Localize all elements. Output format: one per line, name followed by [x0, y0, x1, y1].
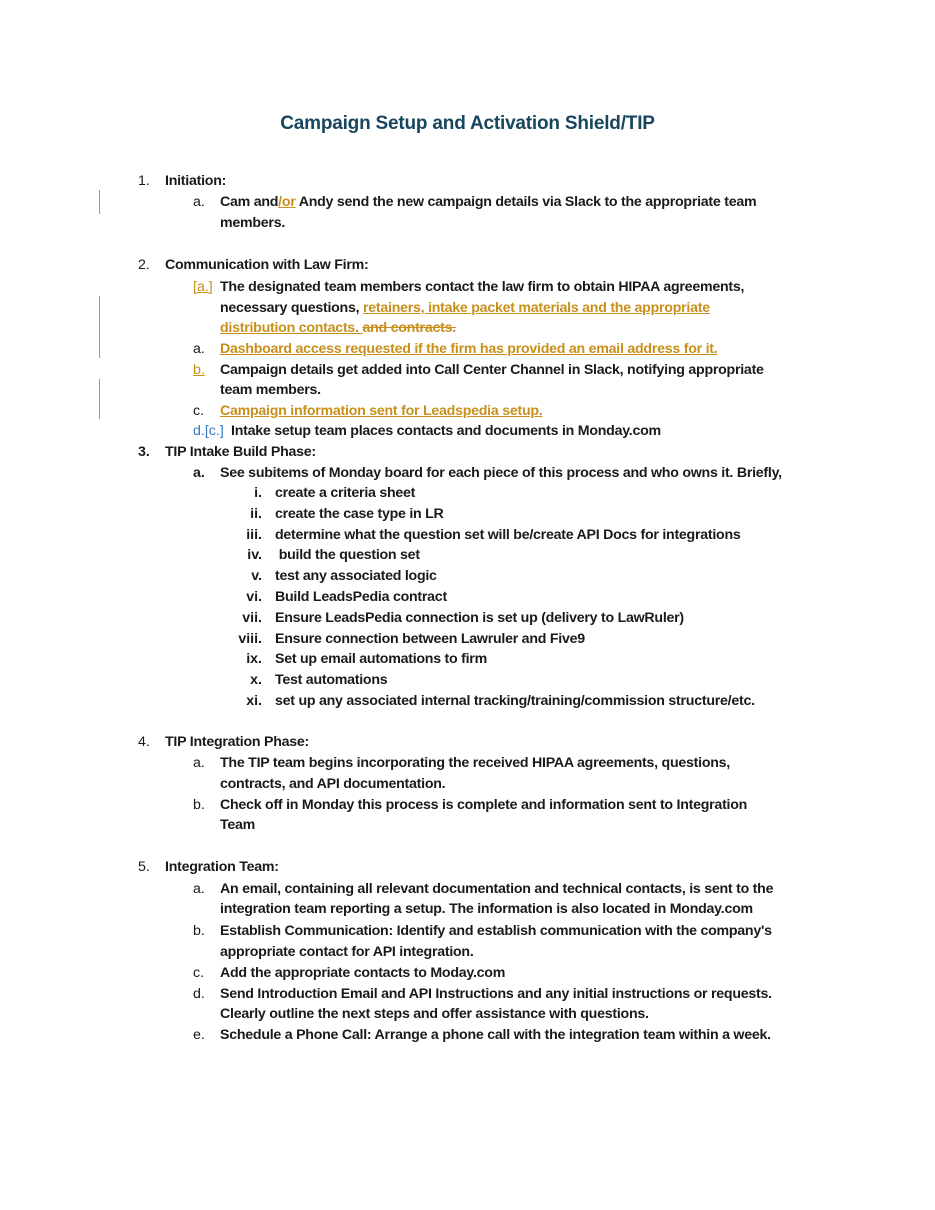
section-heading: TIP Intake Build Phase: [165, 444, 316, 460]
item-continuation: Team [220, 817, 256, 833]
list-item-line [220, 298, 710, 318]
section-number: 4. [138, 734, 150, 750]
change-bar [99, 296, 100, 358]
comment-reference[interactable]: [c.] [204, 423, 224, 439]
item-continuation: appropriate contact for API integration. [220, 944, 474, 960]
subitem-marker: x. [250, 672, 262, 688]
item-marker-tracked: b. [193, 362, 205, 378]
tracked-insertion: Dashboard access requested if the firm has provided an email address for it. [220, 341, 718, 357]
section-heading: Integration Team: [165, 859, 279, 875]
subitem: build the question set [275, 547, 420, 563]
item-marker: e. [193, 1027, 205, 1043]
subitem-marker: ix. [246, 651, 262, 667]
list-item: Establish Communication: Identify and establish communication with the company's [220, 923, 772, 939]
list-item [220, 192, 756, 212]
list-item: The TIP team begins incorporating the received HIPAA agreements, questions, [220, 755, 730, 771]
item-marker: d. [193, 986, 205, 1002]
list-item: An email, containing all relevant documentation and technical contacts, is sent to the [220, 881, 774, 897]
change-bar [99, 190, 100, 214]
tracked-insertion: /or [278, 194, 296, 210]
tracked-insertion: Campaign information sent for Leadspedia setup. [220, 403, 543, 419]
subitem-marker: vii. [242, 610, 262, 626]
section-number: 5. [138, 859, 150, 875]
subitem-marker: xi. [246, 693, 262, 709]
item-marker: a. [193, 755, 205, 771]
item-marker: b. [193, 797, 205, 813]
subitem-marker: ii. [250, 506, 262, 522]
tracked-insertion: retainers, intake packet materials and the appropriate [363, 300, 710, 316]
item-text: Andy send the new campaign details via Slack to the appropriate team [295, 194, 757, 210]
subitem-marker: iv. [247, 547, 262, 563]
list-item: The designated team members contact the law firm to obtain HIPAA agreements, [220, 279, 745, 295]
section-heading: TIP Integration Phase: [165, 734, 310, 750]
subitem: determine what the question set will be/create API Docs for integrations [275, 527, 741, 543]
item-continuation: Clearly outline the next steps and offer assistance with questions. [220, 1006, 649, 1022]
subitem: Ensure LeadsPedia connection is set up (delivery to LawRuler) [275, 610, 684, 626]
item-text: Cam and [220, 194, 279, 210]
item-marker: c. [193, 965, 205, 981]
item-text: necessary questions, [220, 300, 363, 316]
subitem-marker: i. [254, 485, 262, 501]
item-marker: d. [193, 423, 205, 439]
list-item: Check off in Monday this process is complete and information sent to Integration [220, 797, 748, 813]
item-marker: a. [193, 194, 205, 210]
list-item: Add the appropriate contacts to Moday.com [220, 965, 506, 981]
subitem: create a criteria sheet [275, 485, 416, 501]
item-continuation: contracts, and API documentation. [220, 776, 446, 792]
list-item-line [220, 318, 456, 338]
item-marker: a. [193, 881, 205, 897]
item-marker: a. [193, 465, 205, 481]
subitem-marker: iii. [246, 527, 262, 543]
item-continuation: members. [220, 215, 286, 231]
section-heading: Initiation: [165, 173, 227, 189]
subitem: Set up email automations to firm [275, 651, 487, 667]
list-item [193, 421, 224, 441]
subitem: test any associated logic [275, 568, 437, 584]
list-item: Campaign details get added into Call Center Channel in Slack, notifying appropriate [220, 362, 764, 378]
subitem: Test automations [275, 672, 388, 688]
item-marker-tracked: [a.] [193, 279, 213, 295]
subitem: create the case type in LR [275, 506, 444, 522]
section-number: 1. [138, 173, 150, 189]
item-marker: a. [193, 341, 205, 357]
subitem: Build LeadsPedia contract [275, 589, 447, 605]
section-number: 2. [138, 257, 150, 273]
tracked-deletion: and contracts. [362, 320, 456, 336]
item-continuation: integration team reporting a setup. The information is also located in Monday.com [220, 901, 753, 917]
document-title: Campaign Setup and Activation Shield/TIP [280, 113, 655, 134]
item-marker: b. [193, 923, 205, 939]
subitem-marker: vi. [246, 589, 262, 605]
list-item: Send Introduction Email and API Instructions and any initial instructions or requests. [220, 986, 772, 1002]
subitem: Ensure connection between Lawruler and Five9 [275, 631, 585, 647]
tracked-insertion: distribution contacts. [220, 320, 363, 336]
subitem-marker: viii. [238, 631, 262, 647]
item-continuation: team members. [220, 382, 321, 398]
list-item: See subitems of Monday board for each piece of this process and who owns it. Briefly, [220, 465, 782, 481]
section-number: 3. [138, 444, 150, 460]
subitem-marker: v. [251, 568, 262, 584]
section-heading: Communication with Law Firm: [165, 257, 369, 273]
item-marker: c. [193, 403, 205, 419]
change-bar [99, 379, 100, 419]
item-text: Intake setup team places contacts and documents in Monday.com [231, 423, 661, 439]
list-item: Schedule a Phone Call: Arrange a phone call with the integration team within a week. [220, 1027, 771, 1043]
subitem: set up any associated internal tracking/training/commission structure/etc. [275, 693, 755, 709]
